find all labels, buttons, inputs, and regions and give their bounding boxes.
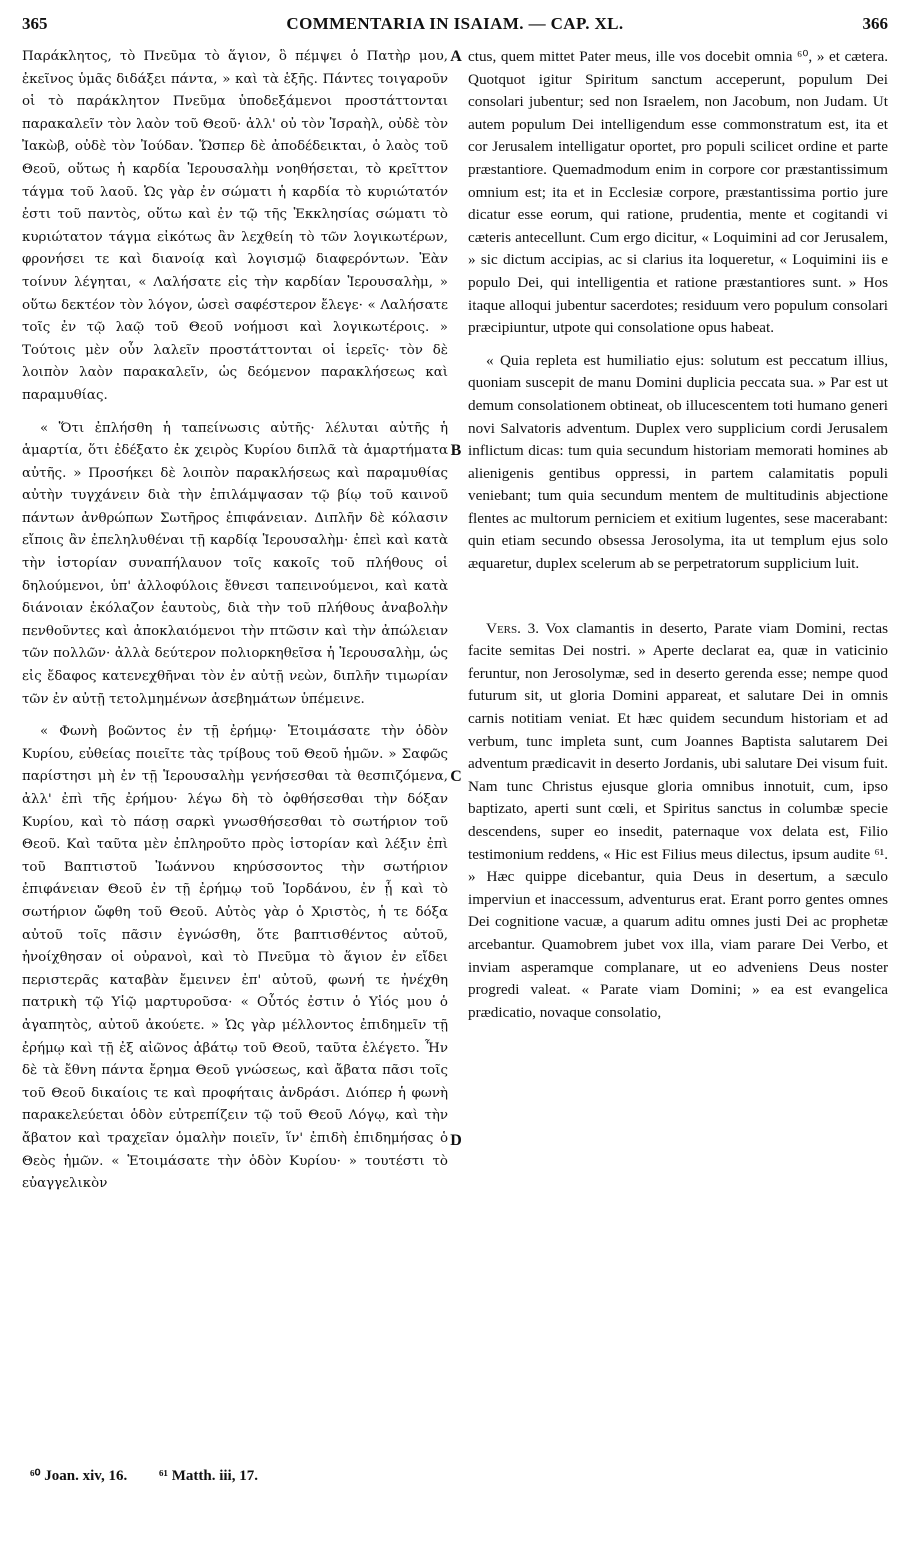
- margin-letter-a: A: [450, 48, 462, 65]
- latin-paragraph-2: « Quia repleta est humiliatio ejus: solutum est peccatum illius, quoniam suscepit de manu Domini duplicia peccata sua. » Par est ut demum consolationem obtineat, ob illucescentem toti humano generi novi Salvatoris adventum. Duplex vero supplicium cordi Jerusalem inflictum dicas: tum quia secundum historiam memorati homines ab alienigenis gentibus oppressi, in partem calamitatis populi veniebant; tum quia secundum mentem de multitudinis abjectione flentes ac multorum perniciem et exitium lugentes, sese macerabant: quin etiam secundo obsessa Jerosolyma, ita ut templum ejus solo æquaretur, duplex scelerum ab se perpetratorum supplicium luit.: [468, 351, 888, 573]
- page-header: [22, 14, 888, 38]
- page-number-left: 365: [22, 14, 48, 33]
- margin-letter-b: B: [450, 442, 462, 459]
- latin-paragraph-1: ctus, quem mittet Pater meus, ille vos docebit omnia ⁶⁰, » et cætera. Quotquot igitur Spiritum sanctum acceperunt, populum Dei consolari jubentur; sed non Israelem, non Jacobum, non Judam. Ut autem populum Dei intelligendum esse commonstratum est, ita et cor Jerusalem intelligatur oportet, pro populi scilicet ordine et parte præstantiore. Quemadmodum enim in corpore cor præstantissimum omnium est; ita et in Ecclesiæ corpore, præstantissima portio jure dicatur esse eorum, qui ratione, prudentia, mente et cogitandi vi cæteris antecellunt. Cum ergo dicitur, « Loquimini ad cor Jerusalem, » sic dictum accipias, ac si clarius ita loqueretur, « Loquimini iis e populo Dei, qui intelligentia et ratione præstantiores sunt. » Hos itaque alloqui jubentur sacerdotes; residuum vero populum consolari præcipiuntur, utpote qui consolatione opus habeat.: [468, 48, 888, 337]
- latin-paragraph-3-text: Vox clamantis in deserto, Parate viam Domini, rectas facite semitas Dei nostri. » Aperte declarat ea, quæ in vaticinio feruntur, non Jerosolymæ, sed in deserto gerenda esse; nempe quod futurum sit, ut gloria Domini appareat, et salutare Dei in omnis carnis notitiam veniat. Et hæc quidem secundum historiam et ad verbum, tunc impleta sunt, cum Joannes Baptista salutarem Dei adventum prædicavit in deserto Jordanis, ubi salutare Dei visum fuit. Nam tunc Christus ejusque gloria omnibus innotuit, cum, ipso baptizato, aperti sunt cœli, et Spiritus sanctus in columbæ specie descendens, super eo insedit, paternaque vox delata est, Filio testimonium reddens, « Hic est Filius meus dilectus, ipsum audite ⁶¹. » Hæc quippe dicebantur, quia Deus in desertum, a sæculo imperviun et inaccessum, adventurus erat. Erant porro gentes omnes Dei cognitione vacuæ, a quarum aditu omnes justi Dei ac prophetæ arcebantur. Quamobrem jubet vox illa, viam parare Dei Verbo, et inviam asperamque complanare, ut eo adveniens Deus noster progredi valeat. « Parate viam Domini; » ea est evangelica prædicatio, novaque consolatio,: [468, 619, 888, 1021]
- latin-column: [468, 46, 888, 1024]
- footnote-60: ⁶⁰ Joan. xiv, 16.: [30, 1468, 128, 1484]
- page-number-right: 366: [862, 14, 888, 33]
- latin-paragraph-3: [468, 618, 888, 1025]
- greek-column: [22, 46, 448, 1196]
- greek-paragraph-1: Παράκλητος, τὸ Πνεῦμα τὸ ἅγιον, ὃ πέμψει ὁ Πατὴρ μου, ἐκεῖνος ὑμᾶς διδάξει πάντα, » καὶ τὰ ἑξῆς. Πάντες τοιγαροῦν οἱ τὸ παράκλητον Πνεῦμα ὑποδεξάμενοι προστάττονται παρακαλεῖν τὸν λαὸν τοῦ Θεοῦ· ἀλλ' οὐ τὸν Ἰσραὴλ, οὐδὲ τὸν Ἰακὼβ, οὐδὲ τὸν Ἰούδαν. Ὥσπερ δὲ ἀποδέδεικται, ὁ λαὸς τοῦ Θεοῦ, οὕτως ἡ καρδία Ἱερουσαλὴμ νοηθήσεται, τὸ κρεῖττον τάγμα τοῦ λαοῦ. Ὡς γὰρ ἐν σώματι ἡ καρδία τὸ κυριώτατόν ἐστι τοῦ παντὸς, οὕτω καὶ ἐν τῷ τῆς Ἐκκλησίας σώματι τὸ κυριώτατον τάγμα εἰκότως ἂν λεχθείη τὸ τῶν λογικωτέρων, φρονήσει τε καὶ διανοίᾳ καὶ λογισμῷ διαφερόντων. Ἐὰν τοίνυν λέγηται, « Λαλήσατε εἰς τὴν καρδίαν Ἱερουσαλὴμ, » οὕτω δεκτέον τὸν λόγον, ὡσεὶ σαφέστερον ἔλεγε· « Λαλήσατε τοῖς ἐν τῷ λαῷ τοῦ Θεοῦ νοήμοσι καὶ λογικωτέροις. » Τούτοις μὲν οὖν λαλεῖν προστάττονται οἱ ἱερεῖς· τὸν δὲ λοιπὸν λαὸν παρακαλεῖν, ὡς δεόμενον παρακλήσεως καὶ παραμυθίας.: [22, 49, 448, 403]
- footnotes: [30, 1466, 630, 1485]
- running-title: COMMENTARIA IN ISAIAM. — CAP. XL.: [286, 14, 624, 33]
- margin-letter-c: C: [450, 768, 462, 785]
- footnote-61: ⁶¹ Matth. iii, 17.: [158, 1468, 258, 1484]
- greek-paragraph-3: « Φωνὴ βοῶντος ἐν τῇ ἐρήμῳ· Ἑτοιμάσατε τὴν ὁδὸν Κυρίου, εὐθείας ποιεῖτε τὰς τρίβους τοῦ Θεοῦ ἡμῶν. » Σαφῶς παρίστησι μὴ ἐν τῇ Ἱερουσαλὴμ γενήσεσθαι τὰ θεσπιζόμενα, ἀλλ' ἐπὶ τῆς ἐρήμου· λέγω δὴ τὸ ὀφθήσεσθαι τὴν δόξαν Κυρίου, καὶ τὸ πάσῃ σαρκὶ γνωσθήσεσθαι τὸ σωτήριον τοῦ Θεοῦ. Καὶ ταῦτα μὲν ἐπληροῦτο πρὸς ἱστορίαν καὶ λέξιν ἐπὶ τοῦ Βαπτιστοῦ Ἰωάννου κηρύσσοντος τὴν σωτήριον ἐπιφάνειαν Θεοῦ ἐν τῇ ἐρήμῳ τοῦ Ἰορδάνου, ἐν ᾗ καὶ τὸ σωτήριον ὤφθη τοῦ Θεοῦ. Αὐτὸς γὰρ ὁ Χριστὸς, ἡ τε δόξα αὐτοῦ τοῖς πᾶσιν ἐγνώσθη, ὅτε βαπτισθέντος αὐτοῦ, ἠνοίχθησαν οἱ οὐρανοὶ, καὶ τὸ Πνεῦμα τὸ ἅγιον ἐν εἴδει περιστερᾶς καταβὰν ἔμεινεν ἐπ' αὐτοῦ, φωνή τε ἠνέχθη πατρικὴ τῷ Υἱῷ μαρτυροῦσα· « Οὗτός ἐστιν ὁ Υἱός μου ὁ ἀγαπητὸς, αὐτοῦ ἀκούετε. » Ὡς γὰρ μέλλοντος ἐπιδημεῖν τῇ ἐρήμῳ καὶ τῇ ἐξ αἰῶνος ἀβάτῳ τοῦ Θεοῦ, ταῦτα ἐλέγετο. Ἦν δὲ τὰ ἔθνη πάντα ἔρημα Θεοῦ γνώσεως, καὶ ἄβατα πᾶσι τοῖς τοῦ Θεοῦ δικαίοις τε καὶ προφήταις ἀνδράσι. Διόπερ ἡ φωνὴ παρακελεύεται ὁδὸν εὐτρεπίζειν τῷ τοῦ Θεοῦ Λόγῳ, καὶ τὴν ἄβατον καὶ τραχεῖαν ὁμαλὴν ποιεῖν, ἵν' ἐπιδὴ ἐπιδημήσας ὁ Θεὸς ἡμῶν. « Ἑτοιμάσατε τὴν ὁδὸν Κυρίου· » τουτέστι τὸ εὐαγγελικὸν: [22, 724, 448, 1192]
- greek-paragraph-2: « Ὅτι ἐπλήσθη ἡ ταπείνωσις αὐτῆς· λέλυται αὐτῆς ἡ ἁμαρτία, ὅτι ἐδέξατο ἐκ χειρὸς Κυρίου διπλᾶ τὰ ἁμαρτήματα αὐτῆς. » Προσήκει δὲ λοιπὸν παρακλήσεως καὶ παραμυθίας αὐτὴν τυγχάνειν διὰ τὴν ἐπιλάμψασαν τῷ βίῳ τοῦ καινοῦ πάντων ἀνθρώπων Σωτῆρος ἐπιφάνειαν. Διπλῆν δὲ κόλασιν εἴποις ἂν ἐπεληλυθέναι τῇ καρδίᾳ Ἱερουσαλὴμ· ἐπεὶ καὶ κατὰ τὴν ἱστορίαν συναπήλαυον τοῖς κακοῖς τοῦ πλήθους οἱ δηλούμενοι, ὑπ' ἀλλοφύλοις ἔθνεσι ταπεινούμενοι, καὶ κατὰ διάνοιαν ἐκόλαζον ἑαυτοὺς, διὰ τὴν τοῦ πλήθους ἀναβολὴν πενθοῦντες καὶ ἀποκλαιόμενοι τὴν πτῶσιν καὶ τὴν ἀπώλειαν τῶν πολλῶν· ἀλλὰ δεύτερον πολιορκηθεῖσα ἡ Ἱερουσαλὴμ, ὡς εἰς ἔδαφος κατενεχθῆναι τὸν ἐν αὐτῇ νεὼν, διπλῆν τιμωρίαν τῶν ἐν αὐτῇ τετολμημένων ἀσεβημάτων ὑπέμεινε.: [22, 420, 448, 707]
- verse-label: Vers. 3.: [486, 619, 540, 637]
- margin-letter-d: D: [450, 1132, 462, 1149]
